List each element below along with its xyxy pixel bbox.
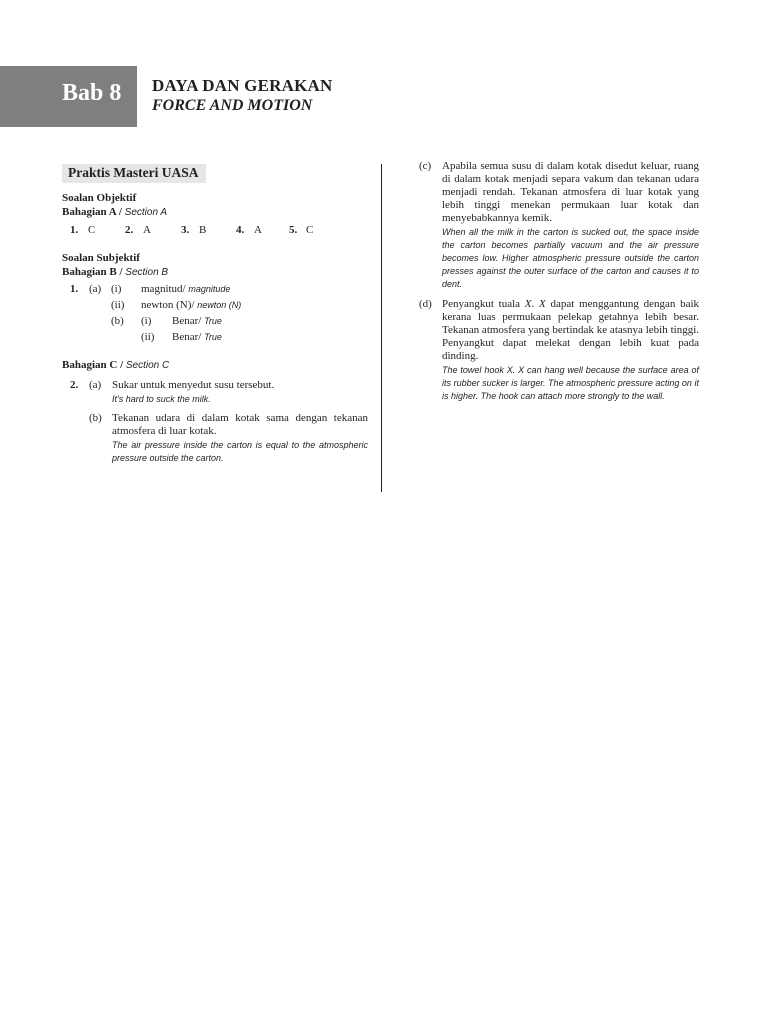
subpart-label: (ii)	[111, 299, 125, 311]
answer-value: C	[88, 224, 96, 236]
answer-en: magnitude	[188, 284, 231, 294]
column-divider	[381, 164, 382, 492]
answer-number: 1.	[70, 224, 79, 236]
question-number: 1.	[70, 283, 79, 295]
section-title: Praktis Masteri UASA	[62, 164, 206, 183]
part-label: (a)	[89, 283, 102, 295]
section-a-ms: Bahagian A /	[62, 206, 122, 218]
part-label: (c)	[419, 160, 432, 172]
question-1	[62, 283, 368, 347]
answer-ms: newton (N)/	[141, 299, 195, 311]
chapter-label: Bab 8	[62, 80, 122, 106]
answer-en: It's hard to suck the milk.	[112, 394, 211, 404]
answer-2d	[419, 298, 699, 403]
answer-value: A	[254, 224, 262, 236]
subpart-label: (ii)	[141, 331, 155, 343]
answer-number: 5.	[289, 224, 298, 236]
chapter-title	[152, 76, 332, 115]
answer-number: 3.	[181, 224, 190, 236]
section-a-en: Section A	[124, 207, 168, 218]
part-label: (a)	[89, 379, 102, 391]
answer-en: True	[204, 316, 222, 326]
answer-2a	[89, 379, 368, 406]
section-b-heading	[62, 266, 368, 278]
part-label: (b)	[111, 315, 124, 327]
answer-2b	[89, 412, 368, 465]
section-c-en: Section C	[125, 360, 170, 371]
answer-ms: Penyangkut tuala X. X dapat menggantung dengan baik kerana luas permukaan pelekap getahnya lebih besar. Tekanan atmosfera yang bertindak ke atasnya lebih tinggi. Penyangkut dapat melekat dengan lebih kuat pada dinding.	[442, 298, 700, 362]
answer-en: The towel hook X. X can hang well because the surface area of its rubber sucker is larger. The atmospheric pressure acting on it is higher. The hook can attach more strongly to the wall.	[442, 365, 699, 401]
answer-2c	[419, 160, 699, 291]
section-c-ms: Bahagian C /	[62, 359, 124, 371]
subjective-heading: Soalan Subjektif	[62, 252, 140, 264]
objective-heading: Soalan Objektif	[62, 192, 137, 204]
answer-number: 4.	[236, 224, 245, 236]
answer-ms: Sukar untuk menyedut susu tersebut.	[112, 379, 275, 391]
part-label: (d)	[419, 298, 432, 310]
right-column	[419, 160, 699, 403]
answer-value: B	[199, 224, 207, 236]
answer-en: True	[204, 332, 222, 342]
answer-ms: magnitud/	[141, 283, 186, 295]
answer-text	[172, 331, 222, 343]
answer-number: 2.	[125, 224, 134, 236]
answer-text	[141, 283, 230, 295]
chapter-title-ms: DAYA DAN GERAKAN	[152, 76, 333, 95]
section-b-ms: Bahagian B /	[62, 266, 123, 278]
question-2	[62, 379, 368, 465]
variable-x: X	[539, 298, 546, 310]
answer-text	[172, 315, 222, 327]
left-column	[62, 164, 368, 465]
answer-text	[141, 299, 241, 311]
variable-x: X	[524, 298, 532, 310]
objective-answers	[62, 224, 368, 240]
answer-value: A	[143, 224, 151, 236]
answer-ms: Apabila semua susu di dalam kotak disedut keluar, ruang di dalam kotak menjadi separa vakum dan tekanan udara menjadi rendah. Tekanan atmosfera di luar kotak yang lebih tinggi menekan permukaan luar kotak dan menyebabkannya kemik.	[442, 160, 699, 224]
chapter-title-en: FORCE AND MOTION	[152, 97, 313, 114]
answer-ms: Benar/	[172, 315, 202, 327]
answer-en: The air pressure inside the carton is equal to the atmospheric pressure outside the carton.	[112, 440, 368, 463]
subpart-label: (i)	[111, 283, 122, 295]
answer-en: When all the milk in the carton is sucked out, the space inside the carton becomes partially vacuum and the air pressure becomes low. Higher atmospheric pressure outside the carton presses against the outer surface of the carton and causes it to dent.	[442, 227, 699, 289]
answer-ms: Benar/	[172, 331, 202, 343]
answer-ms: Tekanan udara di dalam kotak sama dengan tekanan atmosfera di luar kotak.	[112, 412, 368, 437]
section-b-en: Section B	[125, 267, 169, 278]
chapter-tab	[0, 66, 137, 127]
section-a-heading	[62, 206, 368, 218]
question-number: 2.	[70, 379, 79, 391]
section-c-heading	[62, 359, 368, 371]
answer-value: C	[306, 224, 314, 236]
subpart-label: (i)	[141, 315, 152, 327]
part-label: (b)	[89, 412, 102, 424]
answer-en: newton (N)	[197, 300, 242, 310]
